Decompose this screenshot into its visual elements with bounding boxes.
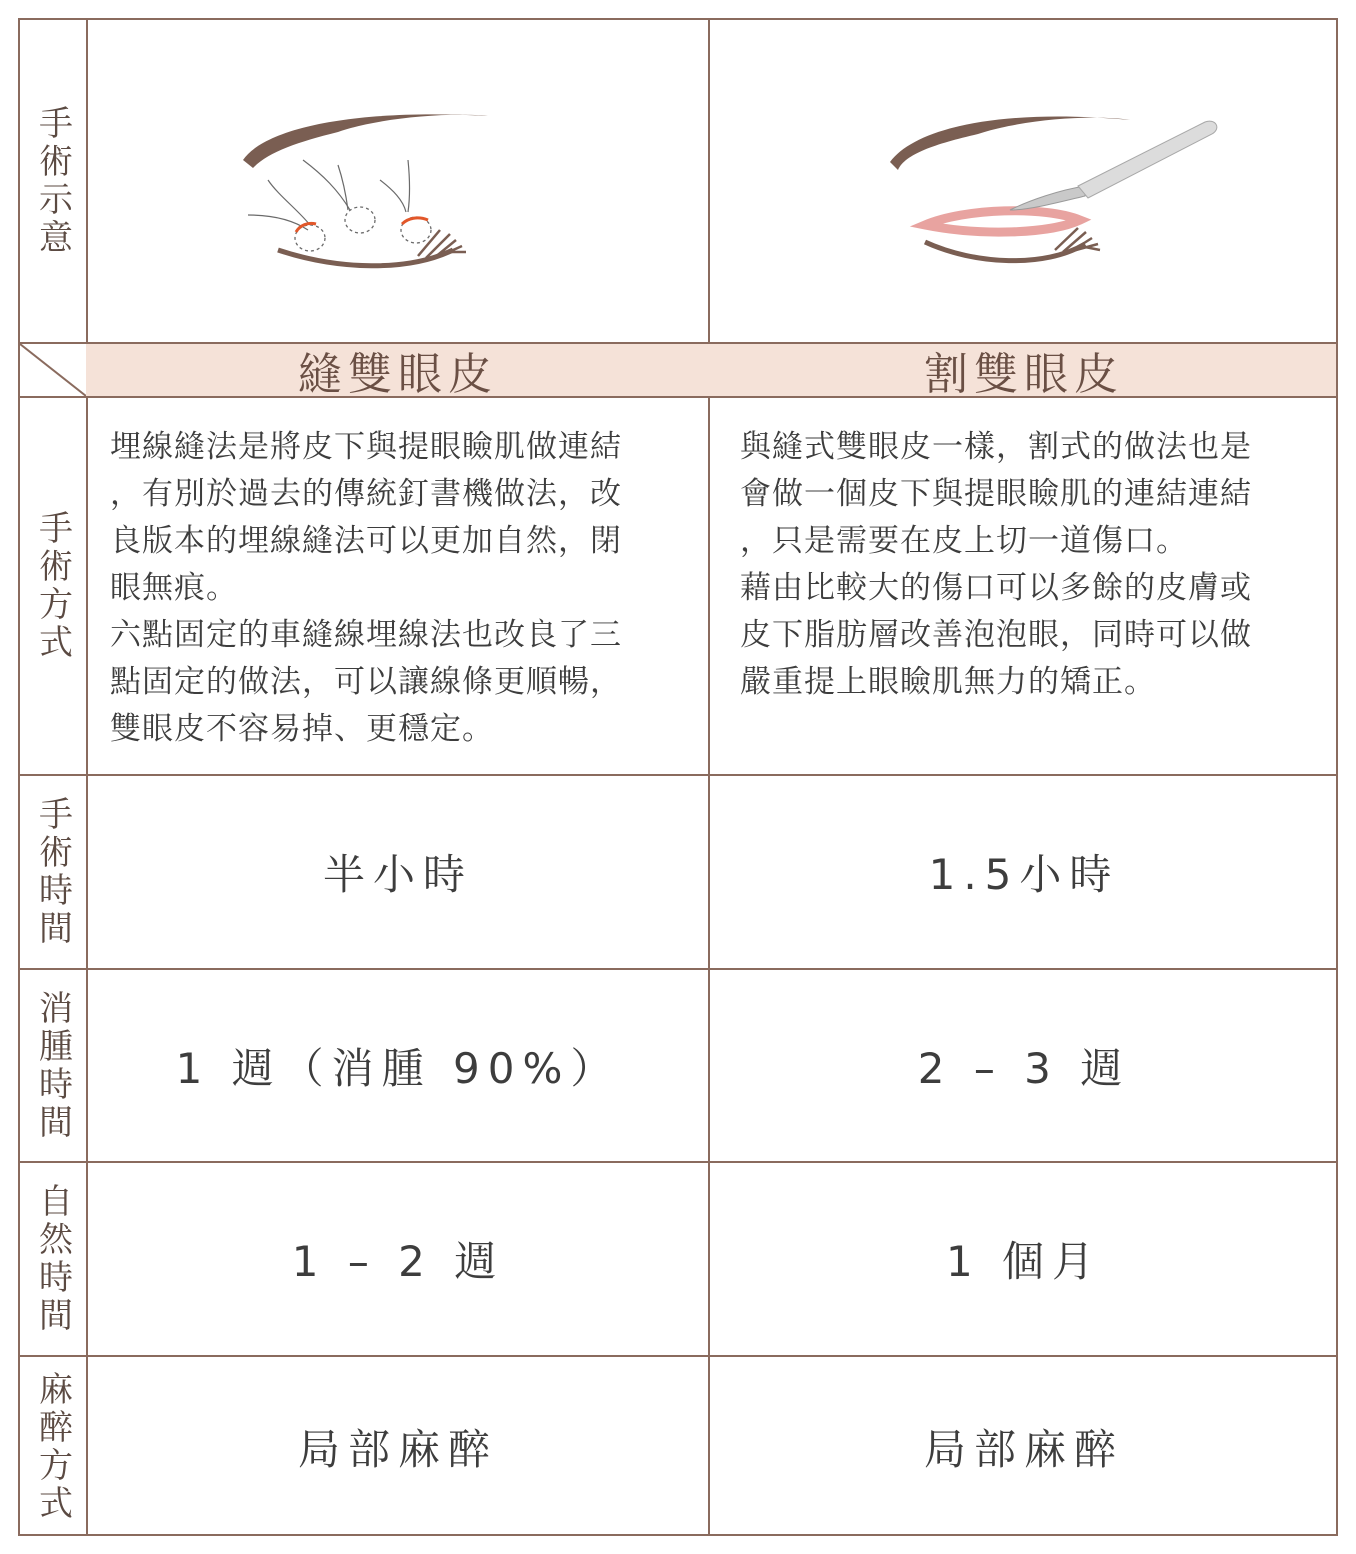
swelling-suture: 1 週（消腫 90%） (175, 1043, 621, 1093)
row-label-natural: 自然時間 (32, 1183, 73, 1335)
incision-eye-illustration (710, 20, 1338, 342)
header-suture: 縫雙眼皮 (298, 349, 498, 400)
comparison-table (18, 18, 1338, 1536)
header-incision: 割雙眼皮 (924, 349, 1124, 400)
op-time-incision: 1.5小時 (928, 850, 1120, 899)
anesthesia-incision: 局部麻醉 (923, 1424, 1124, 1474)
row-label-method: 手術方式 (32, 510, 73, 662)
swelling-incision: 2 – 3 週 (917, 1043, 1131, 1093)
natural-suture: 1 – 2 週 (291, 1237, 505, 1286)
row-label-swelling: 消腫時間 (32, 989, 73, 1142)
corner-diagonal (20, 344, 86, 396)
row-label-anesthesia: 麻醉方式 (32, 1370, 73, 1523)
row-label-op-time: 手術時間 (32, 796, 73, 948)
anesthesia-suture: 局部麻醉 (297, 1424, 498, 1474)
method-text-incision: 與縫式雙眼皮一樣，割式的做法也是 會做一個皮下與提眼瞼肌的連結連結 ，只是需要在皮上切一道傷口。 藉由比較大的傷口可以多餘的皮膚或 皮下脂肪層改善泡泡眼，同時可以做 嚴重提上眼瞼肌無力的矯正。 (740, 429, 1252, 700)
suture-eye-illustration (88, 20, 708, 342)
method-text-suture: 埋線縫法是將皮下與提眼瞼肌做連結 ，有別於過去的傳統釘書機做法，改 良版本的埋線縫法可以更加自然，閉 眼無痕。 六點固定的車縫線埋線法也改良了三 點固定的做法，可以讓線條更順暢， 雙眼皮不容易掉、更穩定。 (110, 429, 622, 747)
row-label-diagram: 手術示意 (32, 105, 73, 257)
natural-incision: 1 個月 (945, 1237, 1103, 1286)
op-time-suture: 半小時 (322, 850, 473, 899)
